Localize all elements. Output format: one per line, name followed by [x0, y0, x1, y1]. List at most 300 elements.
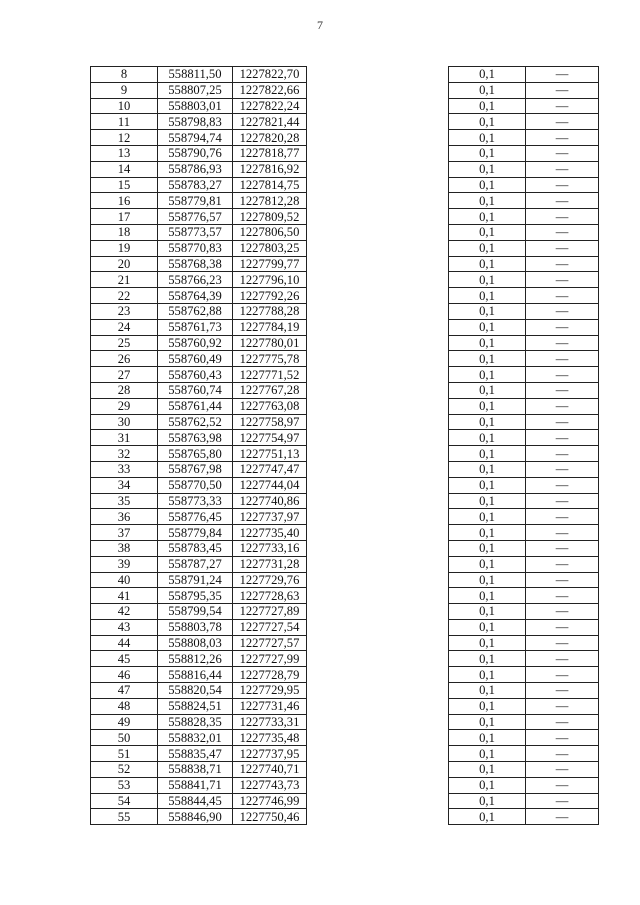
point-number-cell: 48 — [91, 698, 158, 714]
y-coordinate-cell: 1227731,28 — [233, 556, 307, 572]
y-coordinate-cell: 1227737,95 — [233, 746, 307, 762]
accuracy-cell: 0,1 — [449, 398, 526, 414]
empty-dash-cell: — — [526, 635, 599, 651]
x-coordinate-cell: 558807,25 — [158, 82, 233, 98]
table-row — [449, 193, 599, 209]
x-coordinate-cell: 558764,39 — [158, 288, 233, 304]
empty-dash-cell: — — [526, 683, 599, 699]
accuracy-cell: 0,1 — [449, 82, 526, 98]
x-coordinate-cell: 558795,35 — [158, 588, 233, 604]
x-coordinate-cell: 558794,74 — [158, 130, 233, 146]
accuracy-cell: 0,1 — [449, 145, 526, 161]
x-coordinate-cell: 558812,26 — [158, 651, 233, 667]
accuracy-cell: 0,1 — [449, 588, 526, 604]
point-number-cell: 49 — [91, 714, 158, 730]
point-number-cell: 23 — [91, 303, 158, 319]
y-coordinate-cell: 1227822,24 — [233, 98, 307, 114]
table-row — [91, 240, 307, 256]
y-coordinate-cell: 1227818,77 — [233, 145, 307, 161]
y-coordinate-cell: 1227743,73 — [233, 777, 307, 793]
empty-dash-cell: — — [526, 509, 599, 525]
table-row — [91, 351, 307, 367]
table-row — [91, 793, 307, 809]
table-row — [449, 130, 599, 146]
table-row — [449, 430, 599, 446]
y-coordinate-cell: 1227767,28 — [233, 382, 307, 398]
accuracy-cell: 0,1 — [449, 809, 526, 825]
empty-dash-cell: — — [526, 335, 599, 351]
empty-dash-cell: — — [526, 730, 599, 746]
point-number-cell: 11 — [91, 114, 158, 130]
empty-dash-cell: — — [526, 540, 599, 556]
y-coordinate-cell: 1227728,63 — [233, 588, 307, 604]
x-coordinate-cell: 558786,93 — [158, 161, 233, 177]
point-number-cell: 32 — [91, 446, 158, 462]
point-number-cell: 34 — [91, 477, 158, 493]
empty-dash-cell: — — [526, 525, 599, 541]
x-coordinate-cell: 558820,54 — [158, 683, 233, 699]
point-number-cell: 25 — [91, 335, 158, 351]
table-row — [449, 209, 599, 225]
empty-dash-cell: — — [526, 809, 599, 825]
point-number-cell: 19 — [91, 240, 158, 256]
accuracy-cell: 0,1 — [449, 446, 526, 462]
accuracy-cell: 0,1 — [449, 209, 526, 225]
table-row — [91, 667, 307, 683]
table-row — [449, 525, 599, 541]
x-coordinate-cell: 558811,50 — [158, 67, 233, 83]
x-coordinate-cell: 558770,83 — [158, 240, 233, 256]
accuracy-cell: 0,1 — [449, 698, 526, 714]
accuracy-cell: 0,1 — [449, 335, 526, 351]
empty-dash-cell: — — [526, 746, 599, 762]
accuracy-cell: 0,1 — [449, 256, 526, 272]
table-row — [449, 635, 599, 651]
x-coordinate-cell: 558824,51 — [158, 698, 233, 714]
table-row — [449, 777, 599, 793]
empty-dash-cell: — — [526, 604, 599, 620]
table-row — [91, 67, 307, 83]
point-number-cell: 29 — [91, 398, 158, 414]
x-coordinate-cell: 558841,71 — [158, 777, 233, 793]
table-row — [449, 683, 599, 699]
point-number-cell: 42 — [91, 604, 158, 620]
accuracy-cell: 0,1 — [449, 319, 526, 335]
y-coordinate-cell: 1227727,57 — [233, 635, 307, 651]
empty-dash-cell: — — [526, 619, 599, 635]
table-row — [91, 319, 307, 335]
table-row — [91, 414, 307, 430]
accuracy-cell: 0,1 — [449, 414, 526, 430]
accuracy-cell: 0,1 — [449, 240, 526, 256]
point-number-cell: 54 — [91, 793, 158, 809]
y-coordinate-cell: 1227733,16 — [233, 540, 307, 556]
y-coordinate-cell: 1227744,04 — [233, 477, 307, 493]
table-row — [91, 303, 307, 319]
point-number-cell: 28 — [91, 382, 158, 398]
table-row — [449, 272, 599, 288]
empty-dash-cell: — — [526, 193, 599, 209]
table-row — [449, 446, 599, 462]
page-number: 7 — [317, 18, 323, 32]
x-coordinate-cell: 558760,74 — [158, 382, 233, 398]
point-number-cell: 24 — [91, 319, 158, 335]
table-row — [449, 461, 599, 477]
table-row — [91, 588, 307, 604]
point-number-cell: 46 — [91, 667, 158, 683]
x-coordinate-cell: 558803,78 — [158, 619, 233, 635]
x-coordinate-cell: 558799,54 — [158, 604, 233, 620]
table-row — [449, 509, 599, 525]
empty-dash-cell: — — [526, 209, 599, 225]
table-row — [91, 114, 307, 130]
y-coordinate-cell: 1227737,97 — [233, 509, 307, 525]
point-number-cell: 44 — [91, 635, 158, 651]
table-row — [91, 430, 307, 446]
x-coordinate-cell: 558808,03 — [158, 635, 233, 651]
empty-dash-cell: — — [526, 556, 599, 572]
accuracy-cell: 0,1 — [449, 762, 526, 778]
y-coordinate-cell: 1227728,79 — [233, 667, 307, 683]
empty-dash-cell: — — [526, 777, 599, 793]
y-coordinate-cell: 1227792,26 — [233, 288, 307, 304]
empty-dash-cell: — — [526, 398, 599, 414]
table-row — [91, 382, 307, 398]
accuracy-cell: 0,1 — [449, 493, 526, 509]
accuracy-cell: 0,1 — [449, 793, 526, 809]
point-number-cell: 17 — [91, 209, 158, 225]
y-coordinate-cell: 1227820,28 — [233, 130, 307, 146]
table-row — [91, 193, 307, 209]
table-row — [449, 651, 599, 667]
table-row — [91, 461, 307, 477]
empty-dash-cell: — — [526, 382, 599, 398]
table-row — [91, 714, 307, 730]
y-coordinate-cell: 1227735,40 — [233, 525, 307, 541]
point-number-cell: 31 — [91, 430, 158, 446]
table-row — [91, 635, 307, 651]
accuracy-cell: 0,1 — [449, 177, 526, 193]
point-number-cell: 21 — [91, 272, 158, 288]
y-coordinate-cell: 1227729,95 — [233, 683, 307, 699]
accuracy-cell: 0,1 — [449, 777, 526, 793]
accuracy-cell: 0,1 — [449, 382, 526, 398]
y-coordinate-cell: 1227729,76 — [233, 572, 307, 588]
point-number-cell: 27 — [91, 367, 158, 383]
empty-dash-cell: — — [526, 67, 599, 83]
point-number-cell: 55 — [91, 809, 158, 825]
point-number-cell: 30 — [91, 414, 158, 430]
x-coordinate-cell: 558779,81 — [158, 193, 233, 209]
table-row — [91, 651, 307, 667]
empty-dash-cell: — — [526, 367, 599, 383]
y-coordinate-cell: 1227758,97 — [233, 414, 307, 430]
accuracy-cell: 0,1 — [449, 619, 526, 635]
table-row — [91, 224, 307, 240]
table-row — [449, 809, 599, 825]
point-number-cell: 38 — [91, 540, 158, 556]
point-number-cell: 35 — [91, 493, 158, 509]
y-coordinate-cell: 1227754,97 — [233, 430, 307, 446]
y-coordinate-cell: 1227816,92 — [233, 161, 307, 177]
table-row — [91, 161, 307, 177]
y-coordinate-cell: 1227740,71 — [233, 762, 307, 778]
x-coordinate-cell: 558770,50 — [158, 477, 233, 493]
accuracy-cell: 0,1 — [449, 303, 526, 319]
table-row — [91, 525, 307, 541]
table-row — [91, 288, 307, 304]
x-coordinate-cell: 558803,01 — [158, 98, 233, 114]
table-row — [449, 367, 599, 383]
accuracy-cell: 0,1 — [449, 351, 526, 367]
empty-dash-cell: — — [526, 351, 599, 367]
empty-dash-cell: — — [526, 145, 599, 161]
x-coordinate-cell: 558760,49 — [158, 351, 233, 367]
x-coordinate-cell: 558767,98 — [158, 461, 233, 477]
x-coordinate-cell: 558790,76 — [158, 145, 233, 161]
empty-dash-cell: — — [526, 414, 599, 430]
table-row — [449, 351, 599, 367]
empty-dash-cell: — — [526, 430, 599, 446]
y-coordinate-cell: 1227822,70 — [233, 67, 307, 83]
x-coordinate-cell: 558783,27 — [158, 177, 233, 193]
accuracy-cell: 0,1 — [449, 367, 526, 383]
empty-dash-cell: — — [526, 572, 599, 588]
x-coordinate-cell: 558773,57 — [158, 224, 233, 240]
y-coordinate-cell: 1227727,99 — [233, 651, 307, 667]
point-number-cell: 15 — [91, 177, 158, 193]
y-coordinate-cell: 1227735,48 — [233, 730, 307, 746]
empty-dash-cell: — — [526, 177, 599, 193]
x-coordinate-cell: 558766,23 — [158, 272, 233, 288]
x-coordinate-cell: 558761,44 — [158, 398, 233, 414]
empty-dash-cell: — — [526, 714, 599, 730]
y-coordinate-cell: 1227799,77 — [233, 256, 307, 272]
accuracy-cell: 0,1 — [449, 272, 526, 288]
accuracy-cell: 0,1 — [449, 430, 526, 446]
table-row — [449, 793, 599, 809]
accuracy-cell: 0,1 — [449, 161, 526, 177]
point-number-cell: 39 — [91, 556, 158, 572]
accuracy-cell: 0,1 — [449, 130, 526, 146]
x-coordinate-cell: 558798,83 — [158, 114, 233, 130]
table-row — [449, 414, 599, 430]
table-row — [91, 809, 307, 825]
table-row — [449, 319, 599, 335]
x-coordinate-cell: 558787,27 — [158, 556, 233, 572]
x-coordinate-cell: 558762,52 — [158, 414, 233, 430]
x-coordinate-cell: 558765,80 — [158, 446, 233, 462]
x-coordinate-cell: 558783,45 — [158, 540, 233, 556]
point-number-cell: 20 — [91, 256, 158, 272]
empty-dash-cell: — — [526, 461, 599, 477]
table-row — [449, 161, 599, 177]
accuracy-cell: 0,1 — [449, 509, 526, 525]
empty-dash-cell: — — [526, 114, 599, 130]
y-coordinate-cell: 1227771,52 — [233, 367, 307, 383]
empty-dash-cell: — — [526, 288, 599, 304]
table-row — [91, 493, 307, 509]
accuracy-cell: 0,1 — [449, 714, 526, 730]
empty-dash-cell: — — [526, 130, 599, 146]
y-coordinate-cell: 1227803,25 — [233, 240, 307, 256]
table-row — [449, 698, 599, 714]
y-coordinate-cell: 1227731,46 — [233, 698, 307, 714]
table-row — [91, 272, 307, 288]
x-coordinate-cell: 558760,92 — [158, 335, 233, 351]
table-row — [91, 446, 307, 462]
empty-dash-cell: — — [526, 272, 599, 288]
x-coordinate-cell: 558776,57 — [158, 209, 233, 225]
table-row — [91, 209, 307, 225]
y-coordinate-cell: 1227751,13 — [233, 446, 307, 462]
y-coordinate-cell: 1227727,54 — [233, 619, 307, 635]
point-number-cell: 43 — [91, 619, 158, 635]
point-number-cell: 16 — [91, 193, 158, 209]
table-row — [449, 588, 599, 604]
empty-dash-cell: — — [526, 446, 599, 462]
table-row — [449, 335, 599, 351]
accuracy-cell: 0,1 — [449, 730, 526, 746]
x-coordinate-cell: 558828,35 — [158, 714, 233, 730]
x-coordinate-cell: 558835,47 — [158, 746, 233, 762]
table-row — [449, 382, 599, 398]
table-row — [91, 509, 307, 525]
empty-dash-cell: — — [526, 477, 599, 493]
empty-dash-cell: — — [526, 588, 599, 604]
table-row — [91, 540, 307, 556]
y-coordinate-cell: 1227784,19 — [233, 319, 307, 335]
table-row — [449, 714, 599, 730]
table-row — [449, 67, 599, 83]
point-number-cell: 36 — [91, 509, 158, 525]
empty-dash-cell: — — [526, 319, 599, 335]
y-coordinate-cell: 1227747,47 — [233, 461, 307, 477]
accuracy-cell: 0,1 — [449, 224, 526, 240]
table-row — [91, 98, 307, 114]
point-number-cell: 51 — [91, 746, 158, 762]
table-row — [449, 145, 599, 161]
y-coordinate-cell: 1227806,50 — [233, 224, 307, 240]
y-coordinate-cell: 1227750,46 — [233, 809, 307, 825]
y-coordinate-cell: 1227822,66 — [233, 82, 307, 98]
point-number-cell: 53 — [91, 777, 158, 793]
point-number-cell: 37 — [91, 525, 158, 541]
empty-dash-cell: — — [526, 698, 599, 714]
point-number-cell: 18 — [91, 224, 158, 240]
point-number-cell: 47 — [91, 683, 158, 699]
y-coordinate-cell: 1227746,99 — [233, 793, 307, 809]
empty-dash-cell: — — [526, 240, 599, 256]
y-coordinate-cell: 1227775,78 — [233, 351, 307, 367]
x-coordinate-cell: 558773,33 — [158, 493, 233, 509]
empty-dash-cell: — — [526, 82, 599, 98]
y-coordinate-cell: 1227821,44 — [233, 114, 307, 130]
table-row — [449, 177, 599, 193]
accuracy-cell: 0,1 — [449, 651, 526, 667]
accuracy-cell: 0,1 — [449, 67, 526, 83]
table-row — [449, 540, 599, 556]
table-row — [449, 224, 599, 240]
point-number-cell: 9 — [91, 82, 158, 98]
table-row — [449, 303, 599, 319]
table-row — [449, 619, 599, 635]
empty-dash-cell: — — [526, 651, 599, 667]
empty-dash-cell: — — [526, 493, 599, 509]
table-row — [449, 398, 599, 414]
table-row — [449, 288, 599, 304]
accuracy-cell: 0,1 — [449, 288, 526, 304]
y-coordinate-cell: 1227809,52 — [233, 209, 307, 225]
accuracy-cell: 0,1 — [449, 540, 526, 556]
accuracy-cell: 0,1 — [449, 572, 526, 588]
table-row — [449, 477, 599, 493]
x-coordinate-cell: 558761,73 — [158, 319, 233, 335]
table-row — [91, 477, 307, 493]
accuracy-cell: 0,1 — [449, 525, 526, 541]
point-number-cell: 26 — [91, 351, 158, 367]
accuracy-table — [448, 66, 599, 825]
y-coordinate-cell: 1227780,01 — [233, 335, 307, 351]
x-coordinate-cell: 558776,45 — [158, 509, 233, 525]
y-coordinate-cell: 1227763,08 — [233, 398, 307, 414]
accuracy-cell: 0,1 — [449, 635, 526, 651]
y-coordinate-cell: 1227788,28 — [233, 303, 307, 319]
table-row — [449, 746, 599, 762]
accuracy-cell: 0,1 — [449, 98, 526, 114]
table-row — [91, 82, 307, 98]
y-coordinate-cell: 1227796,10 — [233, 272, 307, 288]
accuracy-cell: 0,1 — [449, 461, 526, 477]
x-coordinate-cell: 558838,71 — [158, 762, 233, 778]
table-row — [449, 762, 599, 778]
table-row — [449, 604, 599, 620]
x-coordinate-cell: 558760,43 — [158, 367, 233, 383]
accuracy-cell: 0,1 — [449, 746, 526, 762]
empty-dash-cell: — — [526, 224, 599, 240]
point-number-cell: 8 — [91, 67, 158, 83]
empty-dash-cell: — — [526, 161, 599, 177]
table-row — [449, 493, 599, 509]
x-coordinate-cell: 558763,98 — [158, 430, 233, 446]
table-row — [91, 145, 307, 161]
table-row — [91, 698, 307, 714]
table-row — [91, 398, 307, 414]
table-row — [91, 604, 307, 620]
accuracy-cell: 0,1 — [449, 114, 526, 130]
table-row — [449, 730, 599, 746]
table-row — [91, 130, 307, 146]
table-row — [449, 98, 599, 114]
accuracy-cell: 0,1 — [449, 193, 526, 209]
table-row — [91, 619, 307, 635]
table-row — [91, 572, 307, 588]
table-row — [91, 746, 307, 762]
empty-dash-cell: — — [526, 667, 599, 683]
y-coordinate-cell: 1227727,89 — [233, 604, 307, 620]
table-row — [91, 367, 307, 383]
point-number-cell: 12 — [91, 130, 158, 146]
point-number-cell: 10 — [91, 98, 158, 114]
empty-dash-cell: — — [526, 793, 599, 809]
y-coordinate-cell: 1227812,28 — [233, 193, 307, 209]
empty-dash-cell: — — [526, 98, 599, 114]
table-row — [449, 572, 599, 588]
point-number-cell: 50 — [91, 730, 158, 746]
y-coordinate-cell: 1227733,31 — [233, 714, 307, 730]
table-row — [449, 82, 599, 98]
empty-dash-cell: — — [526, 762, 599, 778]
